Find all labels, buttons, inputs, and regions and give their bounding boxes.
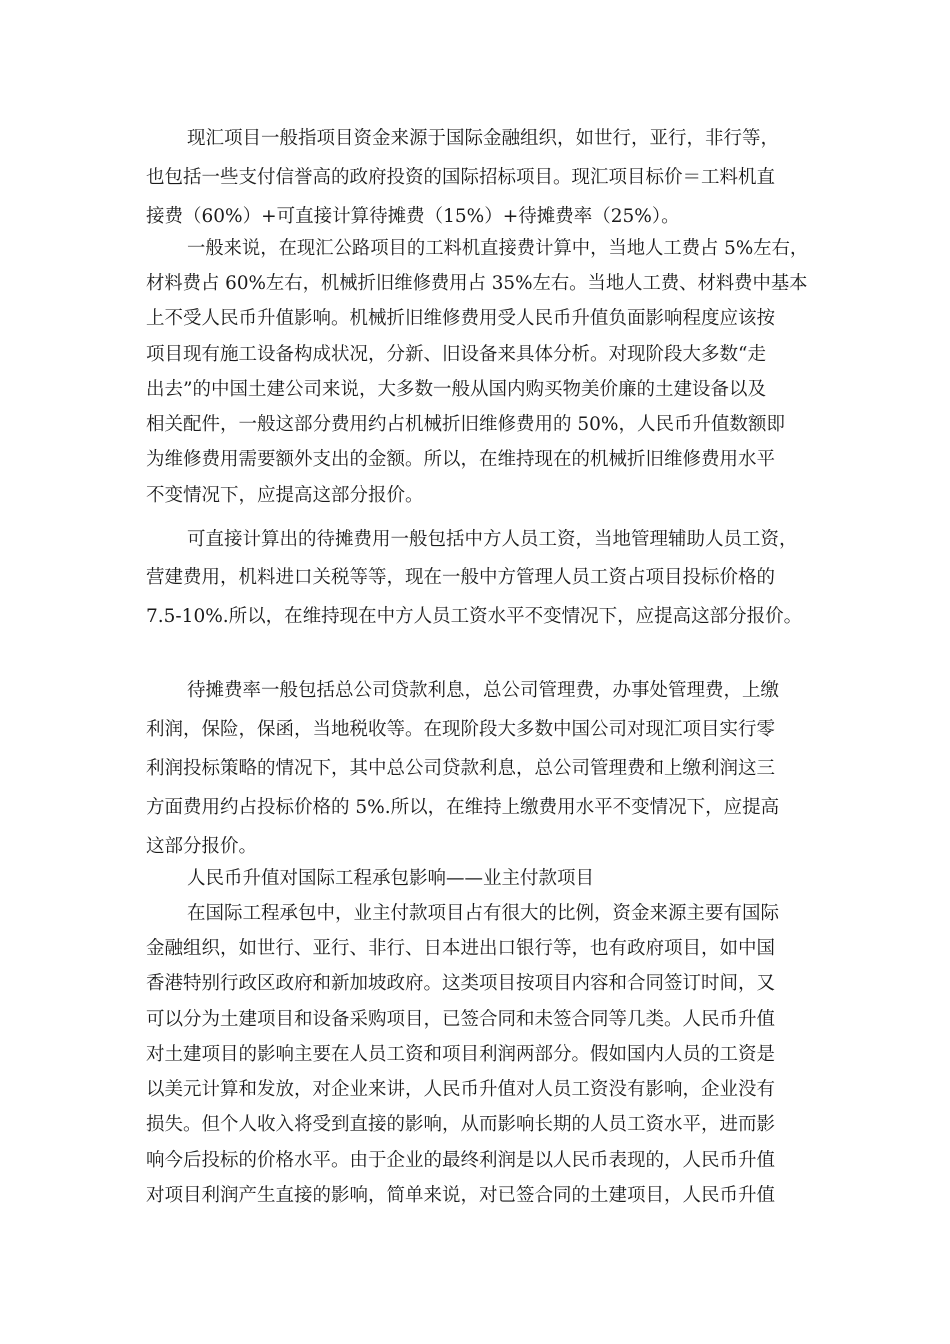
text-line: 这部分报价。 [146, 836, 258, 857]
text-line: 可直接计算出的待摊费用一般包括中方人员工资，当地管理辅助人员工资， [187, 529, 798, 550]
text-line: 利润，保险，保函，当地税收等。在现阶段大多数中国公司对现汇项目实行零 [146, 719, 776, 740]
text-line: 以美元计算和发放，对企业来讲，人民币升值对人员工资没有影响，企业没有 [146, 1079, 776, 1100]
text-line: 待摊费率一般包括总公司贷款利息，总公司管理费，办事处管理费，上缴 [187, 680, 780, 701]
text-line: 为维修费用需要额外支出的金额。所以，在维持现在的机械折旧维修费用水平 [146, 449, 776, 470]
text-line: 相关配件，一般这部分费用约占机械折旧维修费用的 50%，人民币升值数额即 [146, 414, 786, 435]
text-line: 出去”的中国土建公司来说，大多数一般从国内购买物美价廉的土建设备以及 [146, 379, 766, 400]
text-line: 响今后投标的价格水平。由于企业的最终利润是以人民币表现的，人民币升值 [146, 1150, 776, 1171]
text-line: 不变情况下，应提高这部分报价。 [146, 485, 424, 506]
text-line: 损失。但个人收入将受到直接的影响，从而影响长期的人员工资水平，进而影 [146, 1114, 776, 1135]
text-line: 上不受人民币升值影响。机械折旧维修费用受人民币升值负面影响程度应该按 [146, 308, 776, 329]
text-line: 项目现有施工设备构成状况，分新、旧设备来具体分析。对现阶段大多数“走 [146, 344, 766, 365]
text-line: 香港特别行政区政府和新加坡政府。这类项目按项目内容和合同签订时间，又 [146, 973, 776, 994]
text-line: 现汇项目一般指项目资金来源于国际金融组织，如世行，亚行，非行等， [187, 128, 780, 149]
text-line: 对项目利润产生直接的影响，简单来说，对已签合同的土建项目，人民币升值 [146, 1185, 776, 1206]
text-line: 营建费用，机料进口关税等等，现在一般中方管理人员工资占项目投标价格的 [146, 567, 776, 588]
text-line: 接费（60%）+可直接计算待摊费（15%）+待摊费率（25%）。 [146, 206, 680, 227]
text-line: 方面费用约占投标价格的 5%.所以，在维持上缴费用水平不变情况下，应提高 [146, 797, 780, 818]
text-line: 利润投标策略的情况下，其中总公司贷款利息，总公司管理费和上缴利润这三 [146, 758, 776, 779]
text-line: 材料费占 60%左右，机械折旧维修费用占 35%左右。当地人工费、材料费中基本 [146, 273, 808, 294]
text-line: 金融组织，如世行、亚行、非行、日本进出口银行等，也有政府项目，如中国 [146, 938, 776, 959]
text-line: 也包括一些支付信誉高的政府投资的国际招标项目。现汇项目标价＝工料机直 [146, 167, 776, 188]
text-line: 可以分为土建项目和设备采购项目，已签合同和未签合同等几类。人民币升值 [146, 1009, 776, 1030]
text-line: 在国际工程承包中，业主付款项目占有很大的比例，资金来源主要有国际 [187, 903, 780, 924]
section-heading: 人民币升值对国际工程承包影响——业主付款项目 [187, 868, 595, 889]
text-line: 对土建项目的影响主要在人员工资和项目利润两部分。假如国内人员的工资是 [146, 1044, 776, 1065]
text-line: 一般来说，在现汇公路项目的工料机直接费计算中，当地人工费占 5%左右， [187, 238, 809, 259]
text-line: 7.5-10%.所以，在维持现在中方人员工资水平不变情况下，应提高这部分报价。 [146, 606, 803, 627]
